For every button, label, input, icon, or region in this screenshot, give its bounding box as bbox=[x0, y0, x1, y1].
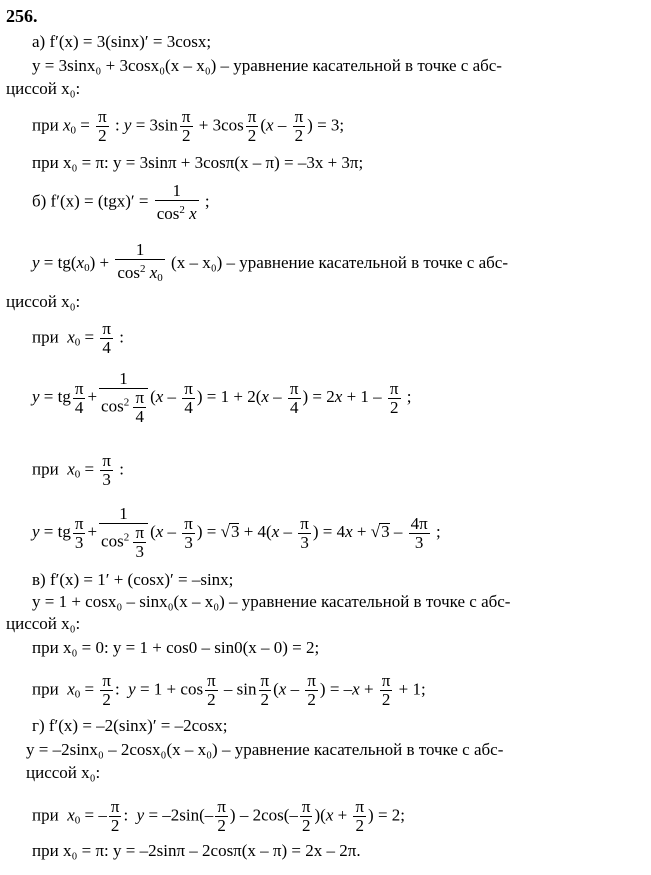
part-b-case2-condition: при $x_0$ = $\frac{\pi}{3}$ : bbox=[32, 451, 124, 489]
part-b-tangent-line2: циссой x₀: bbox=[6, 292, 81, 311]
part-b-tangent-suffix: (x – x₀) – уравнение касательной в точке с абс- bbox=[171, 252, 508, 272]
part-a-tangent-line2: циссой x₀: bbox=[6, 79, 81, 98]
part-b-derivative: б) f′(x) = (tgx)′ = $\frac{1}{\cos^2 x}$ ; bbox=[32, 181, 210, 223]
part-g-tangent-line1: y = –2sinx₀ – 2cosx₀(x – x₀) – уравнение касательной в точке с абс- bbox=[26, 740, 504, 759]
part-v-case2: при $x_0$ = $\frac{\pi}{2}$ : y = 1 + cos $\frac{\pi}{2}$ – sin $\frac{\pi}{2}$ (x – $\frac{\pi}{2}$ ) = –x + $\frac{\pi}{2}$ + 1; bbox=[32, 671, 426, 709]
problem-number: 256. bbox=[6, 6, 38, 26]
part-b-tangent-line1: $y = tg(x_0)$ + $\frac{1}{\cos^2 x_0}$ (x – x₀) – уравнение касательной в точке с абс- bbox=[32, 240, 508, 284]
part-a-case2: при x₀ = π: y = 3sinπ + 3cosπ(x – π) = –3x + 3π; bbox=[32, 153, 364, 172]
part-v-derivative: в) f′(x) = 1′ + (cosx)′ = –sinx; bbox=[32, 570, 234, 589]
part-a-tangent-line1: y = 3sinx₀ + 3cosx₀(x – x₀) – уравнение касательной в точке с абс- bbox=[32, 56, 502, 75]
part-b-case1-result: y = tg $\frac{\pi}{4}$ + 1 $\cos^2$ $\frac{\pi}{4}$ (x – $\frac{\pi}{4}$ ) = 1 + 2(x – $\frac{\pi}{4}$ ) = 2x + 1 – $\frac{\pi}{2}$ ; bbox=[32, 369, 412, 426]
part-g-derivative: г) f′(x) = –2(sinx)′ = –2cosx; bbox=[32, 716, 228, 735]
part-g-tangent-line2: циссой x₀: bbox=[26, 763, 101, 782]
part-b-case1-condition: при $x_0$ = $\frac{\pi}{4}$ : bbox=[32, 319, 124, 357]
part-v-tangent-line2: циссой x₀: bbox=[6, 614, 81, 633]
part-g-case1: при $x_0$ = – $\frac{\pi}{2}$ : y = –2sin(– $\frac{\pi}{2}$ ) – 2cos(– $\frac{\pi}{2}$ )(x + $\frac{\pi}{2}$ ) = 2; bbox=[32, 797, 406, 835]
part-g-case2: при x₀ = π: y = –2sinπ – 2cosπ(x – π) = 2x – 2π. bbox=[32, 841, 361, 860]
part-a-case1: при $x_0$ = $\frac{\pi}{2}$ : y = 3sin $\frac{\pi}{2}$ + 3cos $\frac{\pi}{2}$ (x – $\frac{\pi}{2}$ ) = 3; bbox=[32, 107, 345, 145]
part-b-deriv-prefix: б) f′(x) = (tgx)′ = bbox=[32, 191, 149, 211]
part-a-derivative: а) f′(x) = 3(sinx)′ = 3cosx; bbox=[32, 32, 212, 51]
part-v-case1: при x₀ = 0: y = 1 + cos0 – sin0(x – 0) = 2; bbox=[32, 638, 320, 657]
part-a-case1-end: ) = 3; bbox=[307, 115, 345, 135]
part-b-case2-result: y = tg $\frac{\pi}{3}$ + 1 $\cos^2$ $\frac{\pi}{3}$ (x – $\frac{\pi}{3}$ ) = √3 + 4(x – $\frac{\pi}{3}$ ) = 4x + √3 – $\frac{4\pi}{3}$ ; bbox=[32, 504, 441, 561]
part-v-tangent-line1: y = 1 + cosx₀ – sinx₀(x – x₀) – уравнение касательной в точке с абс- bbox=[32, 592, 511, 611]
